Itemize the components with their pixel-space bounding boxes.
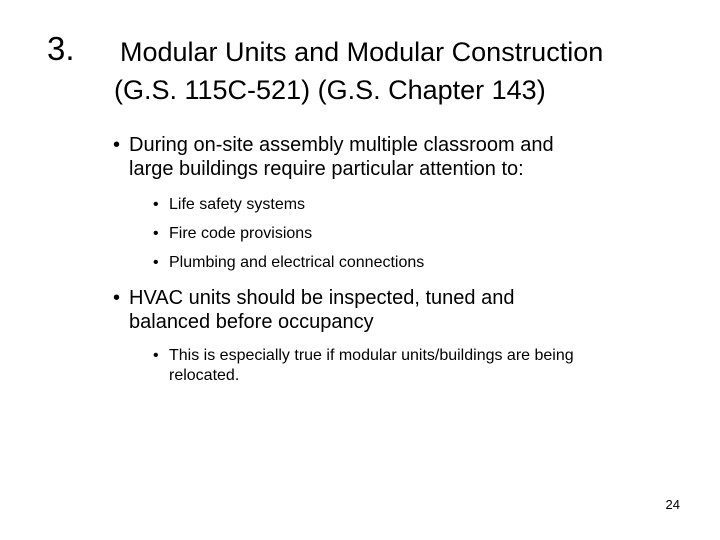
bullet-dot-icon: • <box>113 134 121 156</box>
sub-bullet-text: Life safety systems <box>169 196 306 213</box>
slide-number-heading: 3. <box>47 30 75 67</box>
sub-bullet-fire-code <box>153 224 312 244</box>
slide-title-line-2: (G.S. 115C-521) (G.S. Chapter 143) <box>114 75 546 105</box>
slide-title <box>114 33 710 109</box>
page-number: 24 <box>665 497 680 512</box>
sub-bullet-text-line-1: This is especially true if modular units/buildings are being <box>169 347 574 364</box>
sub-bullet-text-line-2: relocated. <box>169 367 240 384</box>
sub-bullet-dot-icon: • <box>153 225 159 242</box>
sub-bullet-life-safety <box>153 195 305 215</box>
bullet-text-line-1: HVAC units should be inspected, tuned and <box>129 287 515 309</box>
bullet-hvac <box>113 286 514 334</box>
bullet-onsite-assembly <box>113 133 554 181</box>
sub-bullet-plumbing-electrical <box>153 253 424 273</box>
sub-bullet-text: Plumbing and electrical connections <box>169 254 425 271</box>
sub-bullet-dot-icon: • <box>153 254 159 271</box>
sub-bullet-dot-icon: • <box>153 196 159 213</box>
sub-bullet-text: Fire code provisions <box>169 225 313 242</box>
sub-bullet-relocated <box>153 346 574 386</box>
sub-bullet-dot-icon: • <box>153 347 159 364</box>
bullet-dot-icon: • <box>113 287 121 309</box>
bullet-text-line-1: During on-site assembly multiple classroom and <box>129 134 554 156</box>
bullet-text-line-2: balanced before occupancy <box>129 311 374 333</box>
bullet-text-line-2: large buildings require particular attention to: <box>129 158 524 180</box>
slide-title-line-1: Modular Units and Modular Construction <box>120 37 604 67</box>
